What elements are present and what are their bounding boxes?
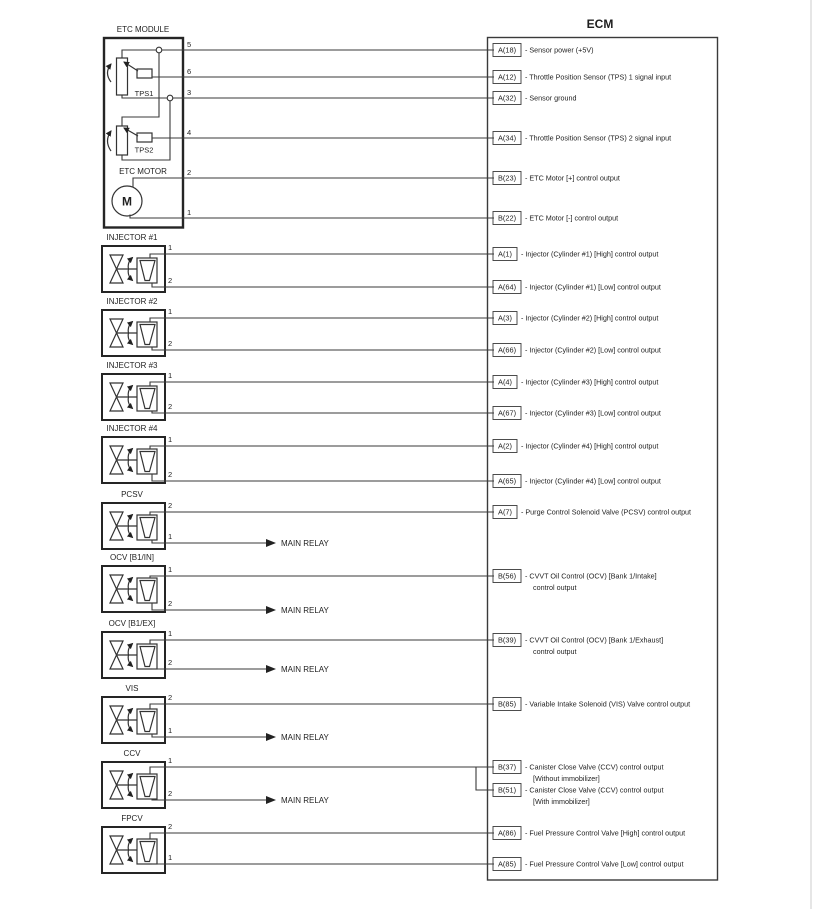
wire [150, 704, 494, 709]
component [102, 619, 494, 678]
etc-pin-number: 1 [187, 208, 192, 217]
ecm-pin-row [493, 281, 661, 294]
pin-code: B(22) [497, 213, 517, 223]
pin-code: A(1) [498, 249, 512, 259]
component-label: INJECTOR #2 [106, 297, 158, 306]
pin-code: B(56) [497, 571, 517, 581]
pin-description: [Without immobilizer] [533, 774, 600, 784]
pin-description: - Throttle Position Sensor (TPS) 2 signal input [525, 133, 672, 143]
component-pin-number: 2 [168, 658, 173, 667]
wire [152, 799, 266, 800]
pin-code: B(39) [497, 635, 517, 645]
component [102, 297, 494, 356]
solenoid-valve-icon [102, 246, 165, 292]
wire [130, 215, 183, 219]
solenoid-valve-icon [102, 632, 165, 678]
pin-code: A(18) [497, 45, 517, 55]
ecm-pin-row [493, 827, 685, 840]
component [102, 424, 494, 483]
pin-description: - ETC Motor [-] control output [525, 213, 619, 223]
wire [133, 178, 183, 188]
main-relay-arrow-icon [266, 665, 276, 673]
component-pin-number: 1 [168, 853, 173, 862]
component-pin-number: 1 [168, 371, 173, 380]
etc-motor-label: ETC MOTOR [119, 167, 167, 176]
component-label: PCSV [121, 490, 143, 499]
solenoid-valve-icon [102, 437, 165, 483]
component-label: INJECTOR #1 [106, 233, 158, 242]
component-pin-number: 1 [168, 243, 173, 252]
pin-description: - Injector (Cylinder #4) [High] control output [521, 441, 659, 451]
component-label: CCV [123, 749, 141, 758]
component-pin-number: 1 [168, 307, 173, 316]
pin-description: - Throttle Position Sensor (TPS) 1 signal input [525, 72, 672, 82]
rotation-arrow-icon [108, 64, 112, 82]
main-relay-arrow-icon [266, 796, 276, 804]
pin-code: A(3) [498, 313, 512, 323]
ecm-pin-row [493, 132, 671, 145]
tps1-label: TPS1 [134, 89, 154, 98]
ecm-pin-row [493, 71, 671, 84]
component-pin-number: 2 [168, 693, 173, 702]
component-label: VIS [125, 684, 139, 693]
tps2-terminal-icon [137, 133, 152, 142]
pin-description: - Sensor power (+5V) [525, 45, 594, 55]
wire [476, 767, 494, 790]
component-pin-number: 1 [168, 532, 173, 541]
component [102, 233, 494, 292]
wire [152, 347, 494, 350]
main-relay-label: MAIN RELAY [281, 606, 329, 615]
main-relay-label: MAIN RELAY [281, 733, 329, 742]
component [102, 553, 494, 615]
solenoid-valve-icon [102, 762, 165, 808]
solenoid-valve-icon [102, 566, 165, 612]
ecm-pin-row [493, 858, 683, 871]
ecm-pin-rows [493, 44, 691, 871]
component-label: OCV [B1/EX] [108, 619, 156, 628]
etc-pin-number: 4 [187, 128, 192, 137]
wire [122, 50, 183, 58]
component-label: INJECTOR #3 [106, 361, 158, 370]
pin-description: - Fuel Pressure Control Valve [Low] control output [525, 859, 684, 869]
ecm-pin-row [493, 312, 658, 325]
component-pin-number: 2 [168, 339, 173, 348]
component-label: INJECTOR #4 [106, 424, 158, 433]
ecm-title: ECM [586, 17, 614, 31]
pin-code: A(64) [497, 282, 517, 292]
main-relay-label: MAIN RELAY [281, 665, 329, 674]
component [102, 361, 494, 420]
junction-node-icon [156, 47, 162, 53]
ecm-pin-row [493, 440, 658, 453]
ecm-box [488, 38, 718, 881]
main-relay-label: MAIN RELAY [281, 539, 329, 548]
etc-pin-number: 3 [187, 88, 192, 97]
component-label: OCV [B1/IN] [109, 553, 155, 562]
pin-code: B(85) [497, 699, 517, 709]
pin-code: B(37) [497, 762, 517, 772]
pin-code: A(2) [498, 441, 512, 451]
ecm-pin-row [493, 698, 690, 711]
pin-description: - Injector (Cylinder #2) [Low] control output [525, 345, 661, 355]
component [102, 749, 494, 808]
wire [150, 446, 494, 449]
main-relay-arrow-icon [266, 733, 276, 741]
wire [150, 382, 494, 386]
wire [150, 318, 494, 322]
pin-description: - CVVT Oil Control (OCV) [Bank 1/Exhaust] [525, 635, 664, 645]
pin-description: - Injector (Cylinder #1) [High] control output [521, 249, 659, 259]
wire [150, 254, 494, 258]
pin-code: B(23) [497, 173, 517, 183]
pin-description: - Sensor ground [525, 93, 577, 103]
tps2-label: TPS2 [134, 145, 154, 155]
component-pin-number: 2 [168, 599, 173, 608]
solenoid-valve-icon [102, 310, 165, 356]
etc-pin-number: 5 [187, 40, 192, 49]
pin-description: - ETC Motor [+] control output [525, 173, 620, 183]
component-pin-number: 2 [168, 402, 173, 411]
pin-description: - CVVT Oil Control (OCV) [Bank 1/Intake] [525, 571, 657, 581]
pin-code: A(85) [497, 859, 517, 869]
pin-description: - Canister Close Valve (CCV) control output [525, 762, 664, 772]
component-pin-number: 2 [168, 470, 173, 479]
tps1-terminal-icon [137, 69, 152, 78]
component [102, 814, 494, 873]
pin-code: A(12) [497, 72, 517, 82]
pin-code: A(4) [498, 377, 512, 387]
main-relay-label: MAIN RELAY [281, 796, 329, 805]
ecm-pin-row [493, 248, 658, 261]
pin-description: control output [533, 583, 577, 593]
motor-symbol: M [122, 194, 132, 209]
tps2-potentiometer-icon [117, 126, 128, 155]
component-pin-number: 1 [168, 565, 173, 574]
ecm-pin-row [493, 172, 620, 185]
ecm-pin-row [493, 92, 577, 105]
pin-description: - Purge Control Solenoid Valve (PCSV) control output [521, 507, 692, 517]
wire [152, 283, 494, 287]
pin-description: - Variable Intake Solenoid (VIS) Valve control output [525, 699, 691, 709]
etc-module-pins [183, 40, 494, 218]
component-pin-number: 1 [168, 435, 173, 444]
component-label: FPCV [121, 814, 143, 823]
pin-code: A(67) [497, 408, 517, 418]
etc-pin-number: 2 [187, 168, 192, 177]
pin-description: [With immobilizer] [533, 797, 590, 807]
pin-code: B(51) [497, 785, 517, 795]
component [102, 490, 494, 549]
solenoid-valve-icon [102, 827, 165, 873]
wiper-arrow-icon [124, 128, 138, 136]
ecm-pin-row [493, 506, 691, 519]
ecm-pin-row [493, 475, 661, 488]
pin-description: - Injector (Cylinder #2) [High] control output [521, 313, 659, 323]
wire [150, 512, 494, 515]
ecm-pin-row [493, 212, 618, 225]
component-pin-number: 1 [168, 756, 173, 765]
rotation-arrow-icon [108, 131, 112, 151]
ecm-pin-row [493, 407, 661, 420]
component-pin-number: 2 [168, 276, 173, 285]
wire [150, 833, 494, 839]
junction-node-icon [167, 95, 173, 101]
pin-code: A(86) [497, 828, 517, 838]
wiper-arrow-icon [124, 62, 138, 71]
pin-description: - Injector (Cylinder #3) [High] control output [521, 377, 659, 387]
pin-code: A(34) [497, 133, 517, 143]
pin-code: A(7) [498, 507, 512, 517]
wire [152, 411, 494, 413]
pin-code: A(65) [497, 476, 517, 486]
wire [150, 767, 494, 774]
pin-description: control output [533, 647, 577, 657]
components-layer [102, 233, 494, 873]
pin-description: - Injector (Cylinder #1) [Low] control output [525, 282, 661, 292]
pin-code: A(32) [497, 93, 517, 103]
pin-description: - Fuel Pressure Control Valve [High] control output [525, 828, 686, 838]
wire [152, 474, 494, 481]
ecm-pin-row [493, 344, 661, 357]
solenoid-valve-icon [102, 503, 165, 549]
component-pin-number: 2 [168, 501, 173, 510]
pin-code: A(66) [497, 345, 517, 355]
wire [150, 640, 494, 644]
ecm-pin-row [493, 570, 657, 593]
etc-module-label: ETC MODULE [116, 25, 170, 34]
component-pin-number: 2 [168, 789, 173, 798]
pin-description: - Injector (Cylinder #3) [Low] control output [525, 408, 661, 418]
etc-module [104, 25, 183, 228]
ecm-pin-row [493, 761, 663, 784]
wire [150, 576, 494, 578]
component-pin-number: 1 [168, 726, 173, 735]
etc-pin-number: 6 [187, 67, 192, 76]
ecm-pin-row [493, 376, 658, 389]
main-relay-arrow-icon [266, 606, 276, 614]
main-relay-arrow-icon [266, 539, 276, 547]
component [102, 684, 494, 743]
component-pin-number: 2 [168, 822, 173, 831]
pin-description: - Injector (Cylinder #4) [Low] control output [525, 476, 661, 486]
ecm-pin-row [493, 634, 663, 657]
ecm-pin-row [493, 44, 594, 57]
pin-description: - Canister Close Valve (CCV) control output [525, 785, 664, 795]
ecm-pin-row [493, 784, 663, 807]
component-pin-number: 1 [168, 629, 173, 638]
